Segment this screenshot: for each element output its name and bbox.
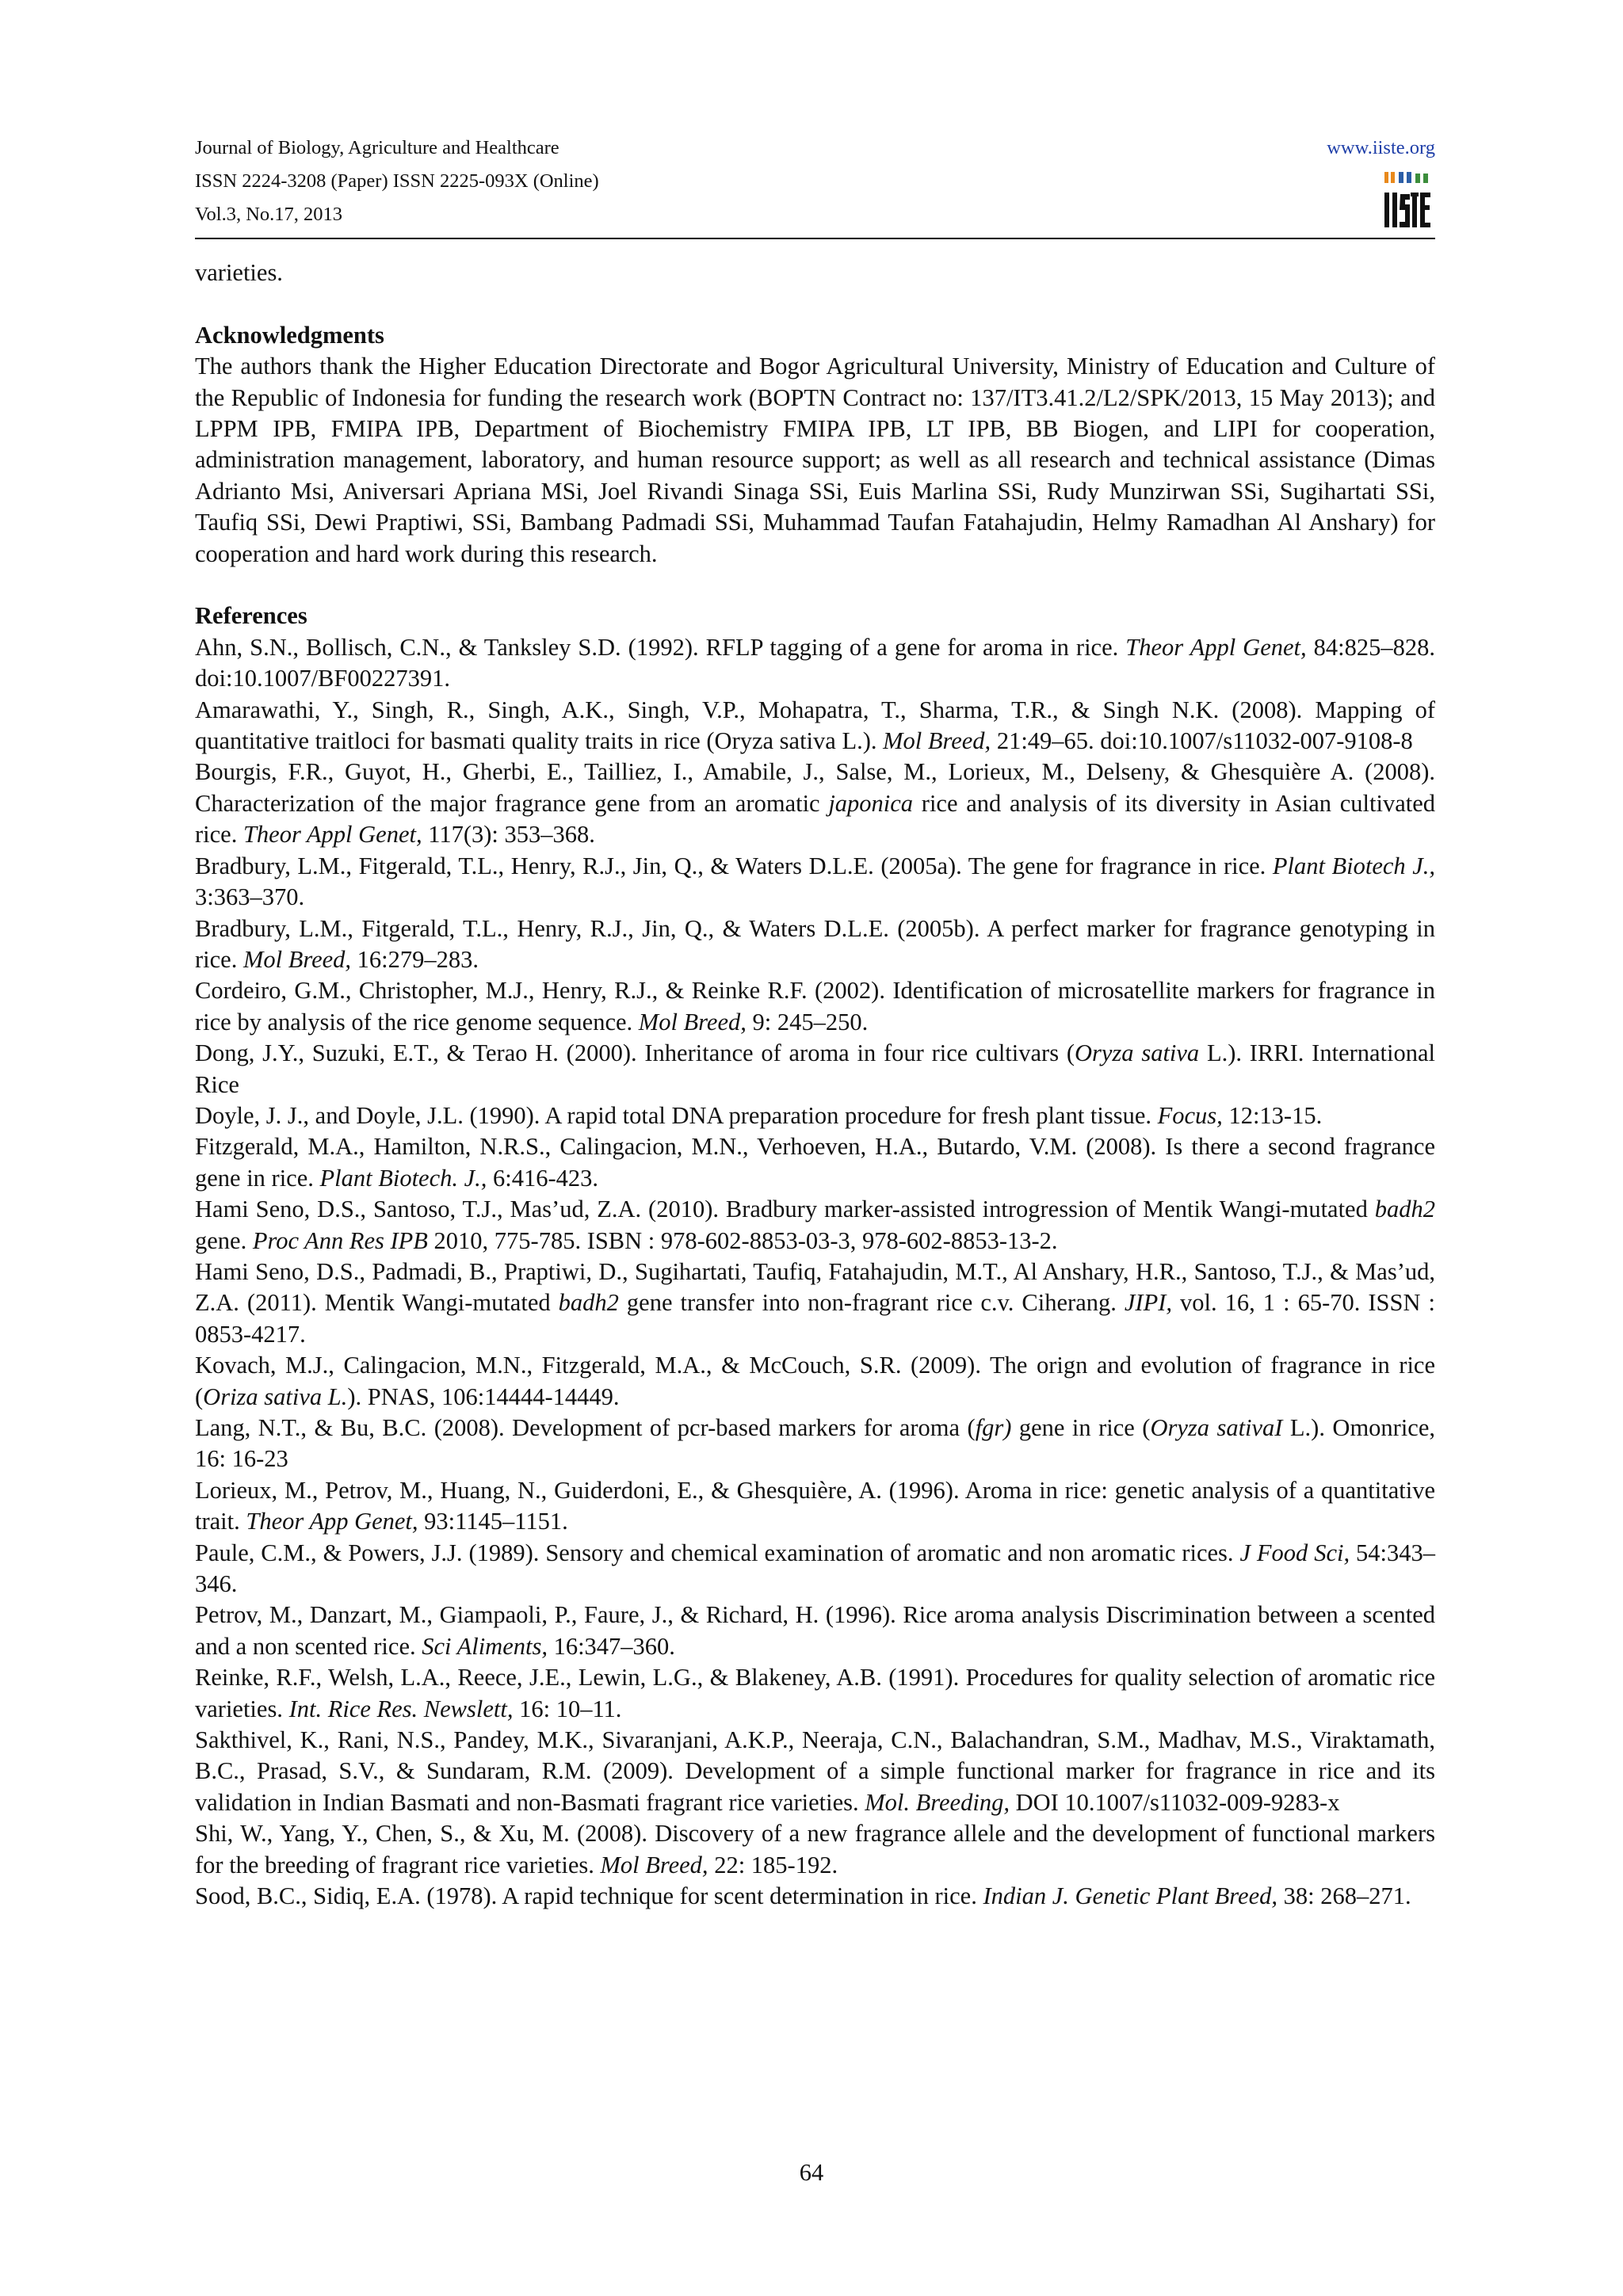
reference-entry bbox=[195, 1881, 1435, 1912]
acknowledgments-text: The authors thank the Higher Education Directorate and Bogor Agricultural University, Ministry of Education and Culture of the Republic of Indonesia for funding the research work (BOPTN Contract no: 137/IT3.41.2/L2/SPK/2013, 15 May 2013); and LPPM IPB, FMIPA IPB, Department of Biochemistry FMIPA IPB, LT IPB, BB Biogen, and LIPI for cooperation, administration management, laboratory, and human resource support; as well as all research and technical assistance (Dimas Adrianto Msi, Aniversari Apriana MSi, Joel Rivandi Sinaga SSi, Euis Marlina SSi, Rudy Munzirwan SSi, Sugihartati SSi, Taufiq SSi, Dewi Praptiwi, SSi, Bambang Padmadi SSi, Muhammad Taufan Fatahajudin, Helmy Ramadhan Al Anshary) for cooperation and hard work during this research. bbox=[195, 353, 1435, 567]
reference-text: 9: 245–250. bbox=[746, 1008, 869, 1035]
reference-text: 12:13-15. bbox=[1222, 1101, 1323, 1129]
reference-text: Hami Seno, D.S., Santoso, T.J., Mas’ud, Z.A. (2010). Bradbury marker-assisted introgression of Mentik Wangi-mutated bbox=[195, 1196, 1375, 1223]
reference-text: vol. 16, 1 : 65-70. ISSN : 0853-4217. bbox=[195, 1289, 1436, 1348]
reference-text: Lorieux, M., Petrov, M., Huang, N., Guiderdoni, E., & Ghesquière, A. (1996). Aroma in rice: genetic analysis of a quantitative trait. bbox=[195, 1476, 1435, 1535]
reference-list bbox=[195, 632, 1435, 1913]
reference-text: 84:825–828. doi:10.1007/BF00227391. bbox=[195, 633, 1435, 692]
reference-entry bbox=[195, 695, 1435, 757]
reference-entry bbox=[195, 1475, 1435, 1538]
reference-text: 3:363–370. bbox=[195, 883, 305, 911]
reference-text: Shi, W., Yang, Y., Chen, S., & Xu, M. (2008). Discovery of a new fragrance allele and the development of functional markers for the breeding of fragrant rice varieties. bbox=[195, 1820, 1435, 1878]
header-rule bbox=[195, 238, 1435, 239]
reference-entry bbox=[195, 913, 1435, 976]
reference-entry bbox=[195, 757, 1435, 850]
reference-entry bbox=[195, 1194, 1435, 1257]
reference-text: 16:279–283. bbox=[351, 945, 479, 973]
reference-italic: Plant Biotech. J., bbox=[319, 1164, 487, 1192]
reference-entry bbox=[195, 1350, 1435, 1413]
reference-text: ). PNAS, 106:14444-14449. bbox=[347, 1383, 620, 1410]
acknowledgments-heading: Acknowledgments bbox=[195, 321, 384, 349]
reference-entry bbox=[195, 1538, 1435, 1600]
reference-text: gene. bbox=[195, 1226, 253, 1254]
reference-text: DOI 10.1007/s11032-009-9283-x bbox=[1009, 1788, 1340, 1816]
reference-text: Dong, J.Y., Suzuki, E.T., & Terao H. (2000). Inheritance of aroma in four rice cultivars ( bbox=[195, 1039, 1075, 1067]
reference-text: Ahn, S.N., Bollisch, C.N., & Tanksley S.D. (1992). RFLP tagging of a gene for aroma in rice. bbox=[195, 633, 1126, 661]
reference-text: Sakthivel, K., Rani, N.S., Pandey, M.K., Sivaranjani, A.K.P., Neeraja, C.N., Balachandran, S.M., Madhav, M.S., Viraktamath, B.C., Prasad, S.V., & Sundaram, R.M. (2009). Development of a simple functional marker for fragrance in rice and its validation in Indian Basmati and non-Basmati fragrant rice varieties. bbox=[195, 1726, 1435, 1816]
reference-italic: Theor Appl Genet, bbox=[242, 821, 422, 849]
reference-entry bbox=[195, 1257, 1435, 1350]
reference-text: 6:416-423. bbox=[487, 1164, 599, 1192]
reference-italic: japonica bbox=[828, 789, 914, 817]
reference-italic: badh2 bbox=[558, 1289, 619, 1317]
reference-italic: Mol Breed, bbox=[600, 1851, 708, 1878]
reference-italic: fgr) bbox=[975, 1414, 1012, 1441]
reference-text: 2010, 775-785. ISBN : 978-602-8853-03-3, 978-602-8853-13-2. bbox=[427, 1226, 1058, 1254]
iiste-logo bbox=[1383, 170, 1432, 229]
reference-italic: Oryza sativa bbox=[1075, 1039, 1200, 1067]
carryover-text: varieties. bbox=[195, 259, 283, 286]
reference-entry bbox=[195, 1662, 1435, 1725]
reference-entry bbox=[195, 1725, 1435, 1818]
reference-entry bbox=[195, 851, 1435, 913]
reference-text: 16:347–360. bbox=[547, 1632, 675, 1660]
reference-text: 117(3): 353–368. bbox=[422, 821, 595, 849]
page-body bbox=[195, 257, 1435, 1913]
reference-entry bbox=[195, 632, 1435, 695]
references-heading: References bbox=[195, 602, 307, 630]
issn-line: ISSN 2224-3208 (Paper) ISSN 2225-093X (Online) bbox=[195, 170, 599, 192]
reference-italic: Oriza sativa L. bbox=[203, 1383, 348, 1410]
reference-text: Fitzgerald, M.A., Hamilton, N.R.S., Calingacion, M.N., Verhoeven, H.A., Butardo, V.M. (2008). Is there a second fragrance gene in rice. bbox=[195, 1133, 1435, 1192]
volume-line: Vol.3, No.17, 2013 bbox=[195, 204, 343, 225]
reference-text: Bradbury, L.M., Fitgerald, T.L., Henry, R.J., Jin, Q., & Waters D.L.E. (2005b). A perfect marker for fragrance genotyping in rice. bbox=[195, 914, 1435, 973]
reference-text: 21:49–65. doi:10.1007/s11032-007-9108-8 bbox=[991, 727, 1413, 755]
reference-italic: Theor Appl Genet, bbox=[1125, 633, 1307, 661]
reference-text: Lang, N.T., & Bu, B.C. (2008). Development of pcr-based markers for aroma ( bbox=[195, 1414, 976, 1441]
reference-italic: Proc Ann Res IPB bbox=[252, 1226, 428, 1254]
reference-text: Reinke, R.F., Welsh, L.A., Reece, J.E., Lewin, L.G., & Blakeney, A.B. (1991). Procedures for quality selection of aromatic rice varieties. bbox=[195, 1664, 1435, 1722]
reference-text: L.). Omonrice, 16: 16-23 bbox=[195, 1414, 1436, 1473]
reference-text: Sood, B.C., Sidiq, E.A. (1978). A rapid technique for scent determination in rice. bbox=[195, 1882, 983, 1910]
reference-text: Doyle, J. J., and Doyle, J.L. (1990). A rapid total DNA preparation procedure for fresh plant tissue. bbox=[195, 1101, 1158, 1129]
reference-text: Bradbury, L.M., Fitgerald, T.L., Henry, R.J., Jin, Q., & Waters D.L.E. (2005a). The gene for fragrance in rice. bbox=[195, 852, 1273, 879]
reference-italic: Mol Breed, bbox=[638, 1008, 747, 1035]
reference-text: Cordeiro, G.M., Christopher, M.J., Henry, R.J., & Reinke R.F. (2002). Identification of microsatellite markers for fragrance in rice by analysis of the rice genome sequence. bbox=[195, 977, 1435, 1035]
reference-text: Paule, C.M., & Powers, J.J. (1989). Sensory and chemical examination of aromatic and non aromatic rices. bbox=[195, 1539, 1240, 1566]
reference-entry bbox=[195, 1038, 1435, 1100]
page-number: 64 bbox=[799, 2159, 824, 2186]
journal-website-link[interactable]: www.iiste.org bbox=[1327, 137, 1435, 158]
reference-entry bbox=[195, 975, 1435, 1038]
reference-text: Amarawathi, Y., Singh, R., Singh, A.K., Singh, V.P., Mohapatra, T., Sharma, T.R., & Singh N.K. (2008). Mapping of quantitative traitloci for basmati quality traits in rice (Oryza sativa L.). bbox=[195, 696, 1435, 755]
reference-entry bbox=[195, 1818, 1435, 1881]
reference-italic: Plant Biotech J., bbox=[1272, 852, 1435, 879]
reference-text: 16: 10–11. bbox=[513, 1695, 622, 1722]
reference-text: gene in rice ( bbox=[1011, 1414, 1151, 1441]
reference-entry bbox=[195, 1413, 1435, 1475]
reference-italic: Oryza sativaI bbox=[1150, 1414, 1283, 1441]
reference-italic: Int. Rice Res. Newslett, bbox=[288, 1695, 514, 1722]
reference-text: gene transfer into non-fragrant rice c.v. Ciherang. bbox=[618, 1289, 1125, 1317]
reference-entry bbox=[195, 1600, 1435, 1662]
reference-italic: Indian J. Genetic Plant Breed, bbox=[983, 1882, 1277, 1910]
reference-italic: Mol. Breeding, bbox=[865, 1788, 1010, 1816]
reference-text: Kovach, M.J., Calingacion, M.N., Fitzgerald, M.A., & McCouch, S.R. (2009). The orign and evolution of fragrance in rice ( bbox=[195, 1352, 1435, 1410]
journal-title: Journal of Biology, Agriculture and Healthcare bbox=[195, 137, 559, 158]
reference-italic: J Food Sci, bbox=[1239, 1539, 1350, 1566]
reference-italic: Focus, bbox=[1157, 1101, 1223, 1129]
reference-text: 93:1145–1151. bbox=[418, 1508, 568, 1535]
reference-italic: JIPI, bbox=[1124, 1289, 1172, 1317]
reference-text: 54:343–346. bbox=[195, 1539, 1435, 1598]
reference-text: 22: 185-192. bbox=[708, 1851, 838, 1878]
reference-text: L.). IRRI. International Rice bbox=[195, 1039, 1435, 1098]
reference-italic: Sci Aliments, bbox=[422, 1632, 548, 1660]
reference-text: Petrov, M., Danzart, M., Giampaoli, P., Faure, J., & Richard, H. (1996). Rice aroma analysis Discrimination between a scented and a non scented rice. bbox=[195, 1601, 1435, 1660]
reference-entry bbox=[195, 1131, 1435, 1194]
reference-text: Hami Seno, D.S., Padmadi, B., Praptiwi, D., Sugihartati, Taufiq, Fatahajudin, M.T., Al Anshary, H.R., Santoso, T.J., & Mas’ud, Z.A. (2011). Mentik Wangi-mutated bbox=[195, 1257, 1435, 1317]
reference-italic: Theor App Genet, bbox=[246, 1508, 418, 1535]
reference-text: Bourgis, F.R., Guyot, H., Gherbi, E., Tailliez, I., Amabile, J., Salse, M., Lorieux, M., Delseny, & Ghesquière A. (2008). Characterization of the major fragrance gene from an aromatic bbox=[195, 758, 1435, 817]
reference-text: rice and analysis of its diversity in Asian cultivated rice. bbox=[195, 789, 1435, 849]
reference-text: 38: 268–271. bbox=[1277, 1882, 1411, 1910]
reference-italic: badh2 bbox=[1374, 1196, 1435, 1223]
reference-italic: Mol Breed, bbox=[242, 945, 352, 973]
reference-entry bbox=[195, 1100, 1435, 1131]
reference-italic: Mol Breed, bbox=[883, 727, 991, 755]
